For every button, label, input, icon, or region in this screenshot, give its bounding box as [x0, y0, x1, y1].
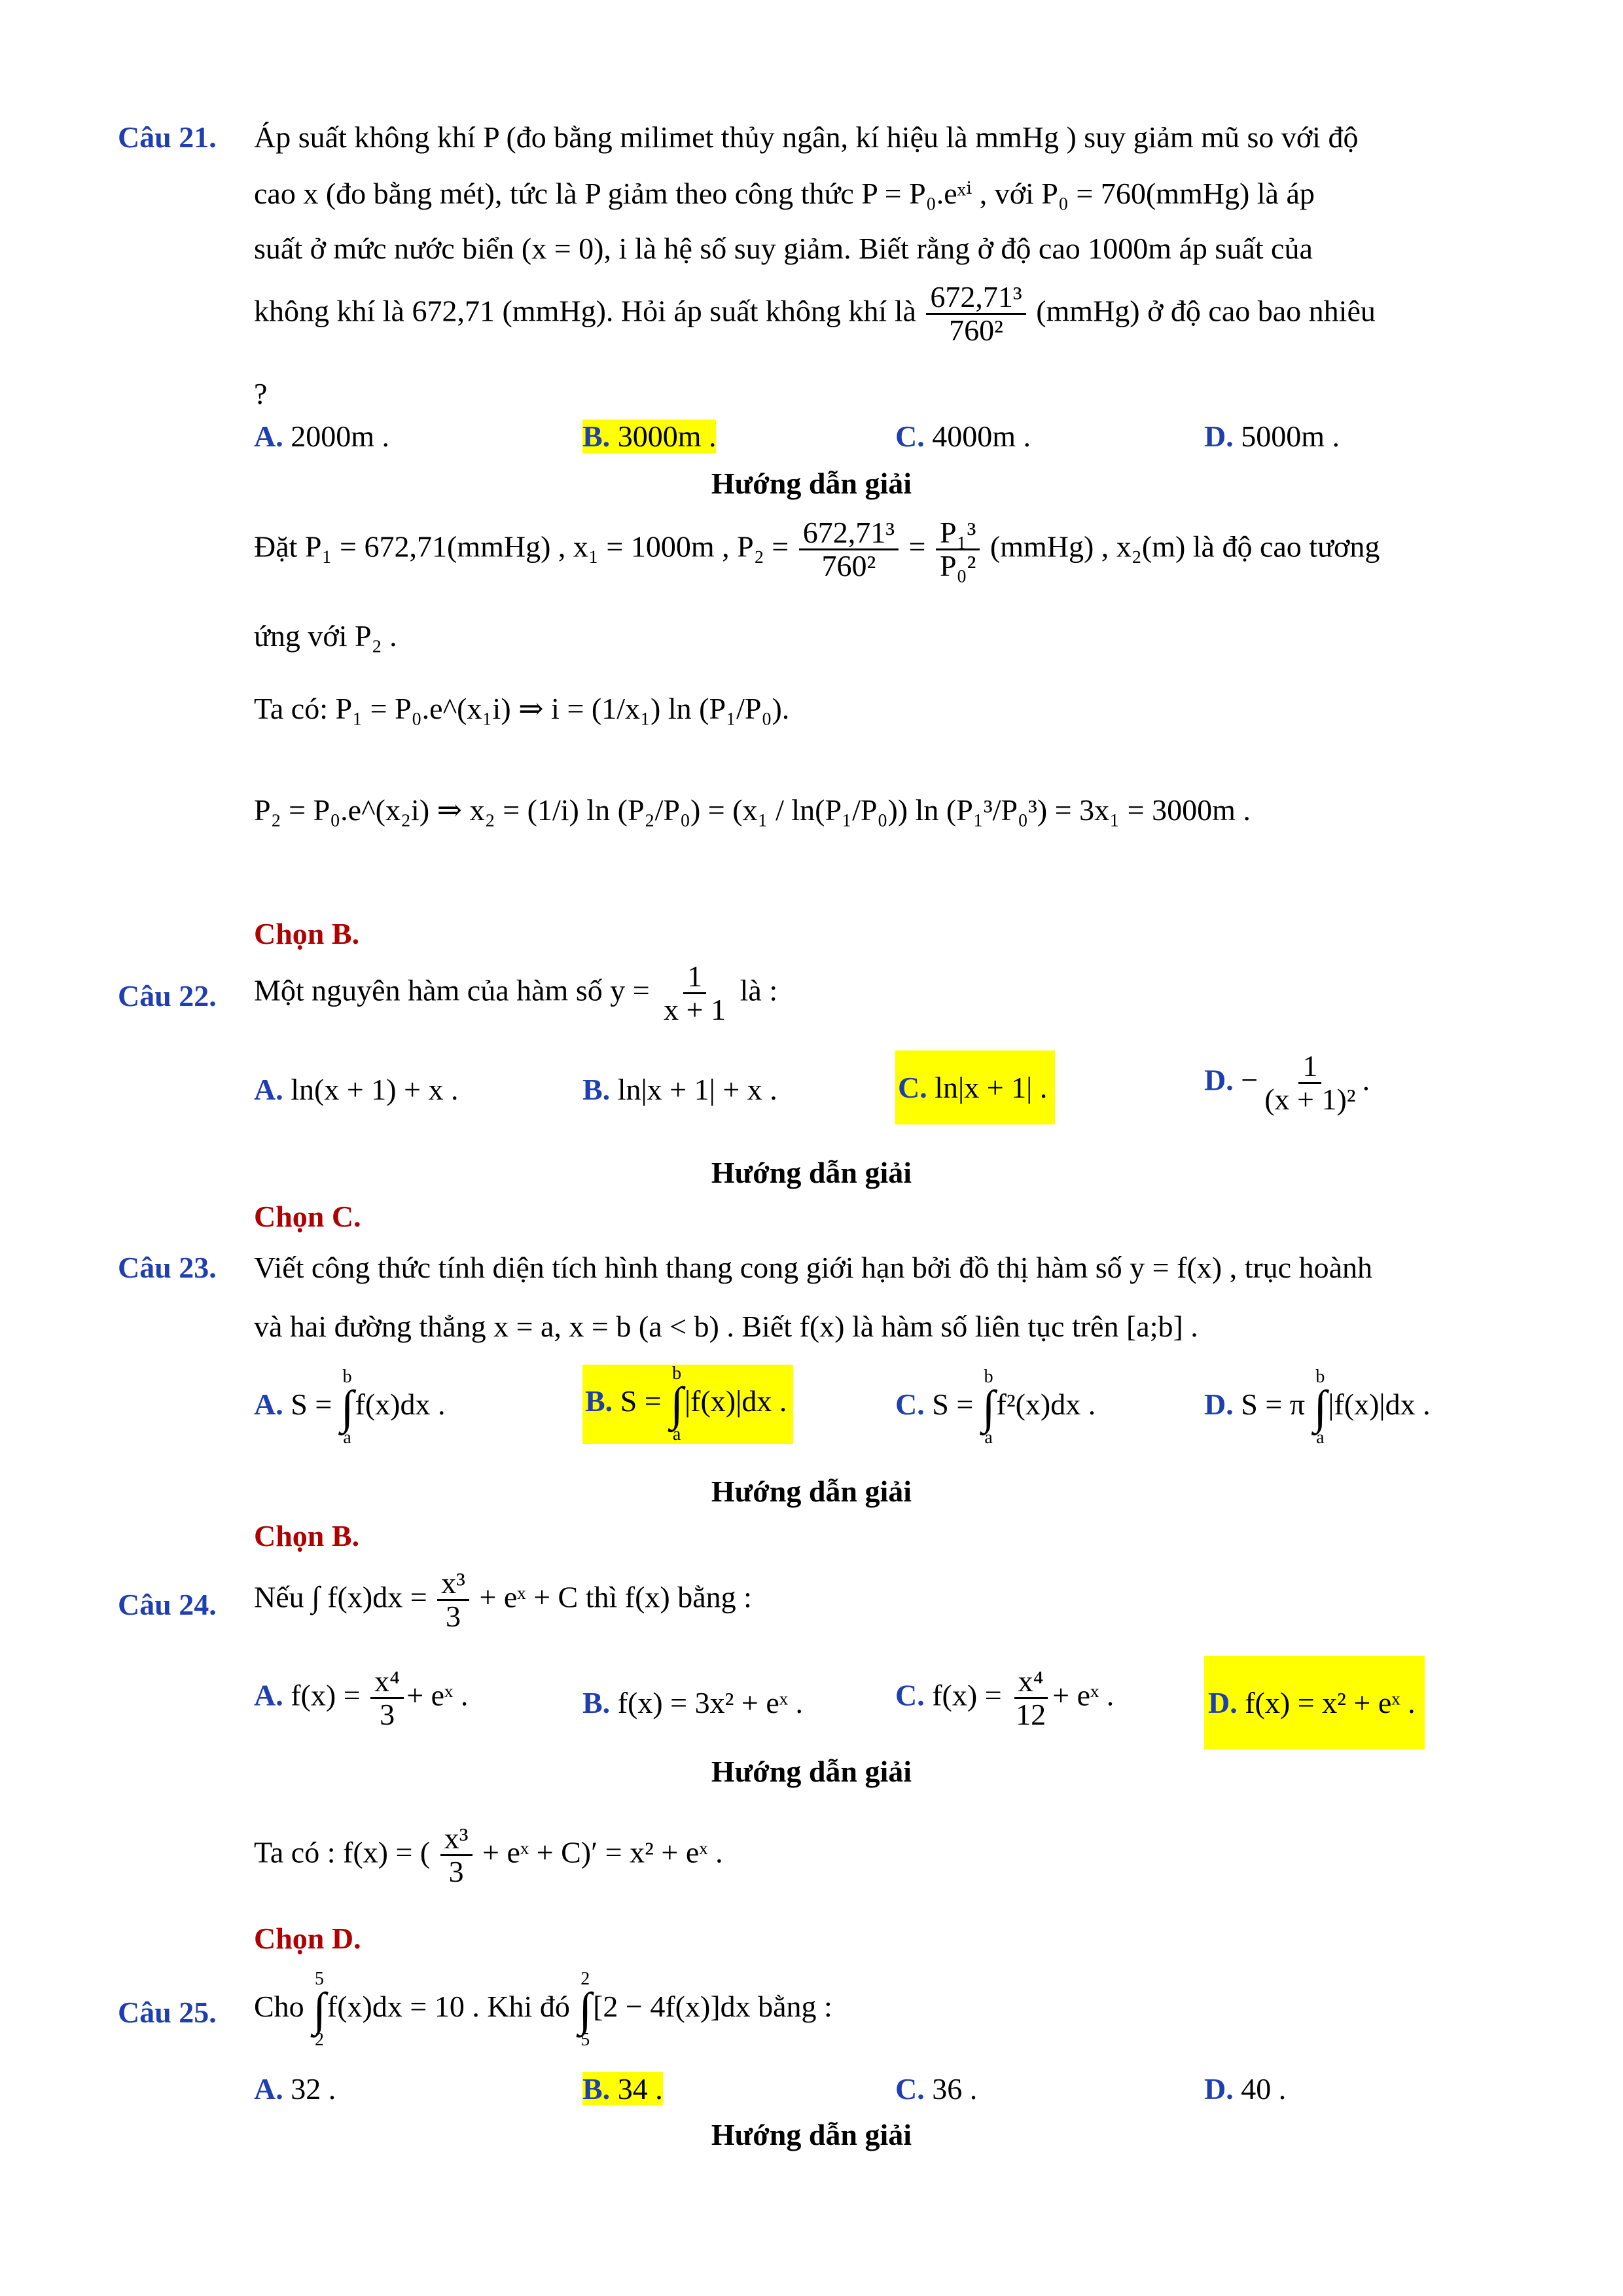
- solution-line: ứng với P₂ .: [254, 619, 397, 653]
- option-a: A. 32 .: [254, 2072, 336, 2106]
- question-text-line: [254, 1970, 832, 2049]
- text-fragment: là :: [740, 973, 778, 1007]
- solution-heading: Hướng dẫn giải: [711, 2118, 912, 2151]
- fraction-numerator: 1: [683, 961, 706, 994]
- option-d: D. f(x) = x² + eˣ .: [1204, 1656, 1425, 1749]
- text-fragment: [2 − 4f(x)]dx bằng :: [593, 1989, 832, 2023]
- integral-sign: b ∫ a: [1313, 1367, 1327, 1448]
- fraction: [926, 281, 1026, 347]
- integral-sign: 2 ∫ 5: [579, 1969, 592, 2050]
- solution-line: P₂ = P₀.e^(x₂i) ⇒ x₂ = (1/i) ln (P₂/P₀) = (x₁ / ln(P₁/P₀)) ln (P₁³/P₀³) = 3x₁ = 3000m .: [254, 793, 1251, 827]
- text-fragment: Nếu ∫ f(x)dx =: [254, 1580, 427, 1614]
- solution-line: [254, 1823, 723, 1888]
- text-fragment: không khí là 672,71 (mmHg). Hỏi áp suất không khí là: [254, 294, 916, 328]
- text-fragment: Một nguyên hàm của hàm số y =: [254, 973, 650, 1007]
- fraction: $\frac{1}{\text{(x + 1)²}}$: [1264, 1049, 1356, 1117]
- option-d: D. S = π b ∫ a |f(x)|dx .: [1204, 1367, 1431, 1448]
- text-fragment: (mmHg) ở độ cao bao nhiêu: [1036, 294, 1376, 328]
- text-fragment: f(x)dx = 10 . Khi đó: [327, 1989, 570, 2023]
- question-text-line: [254, 281, 1376, 347]
- text-fragment: =: [908, 529, 926, 564]
- text-fragment: + eˣ + C)′ = x² + eˣ .: [482, 1835, 723, 1869]
- fraction: [440, 1823, 473, 1888]
- answer-choice: Chọn B.: [254, 1519, 360, 1552]
- solution-heading: Hướng dẫn giải: [711, 1755, 912, 1788]
- integral-sign: b ∫ a: [340, 1367, 354, 1448]
- fraction-numerator: 672,71³: [799, 517, 899, 550]
- question-number: Câu 23.: [118, 1251, 217, 1284]
- fraction-numerator: x³: [437, 1568, 469, 1601]
- option-c: C. ln|x + 1| .: [895, 1050, 1055, 1124]
- text-fragment: + eˣ + C thì f(x) bằng :: [479, 1580, 752, 1614]
- answer-choice: Chọn C.: [254, 1200, 361, 1233]
- fraction-denominator: 760²: [949, 314, 1003, 348]
- fraction: [660, 961, 730, 1026]
- question-text-line: [254, 1568, 752, 1633]
- option-b: B. 3000m .: [582, 420, 717, 453]
- question-number: Câu 25.: [118, 1996, 217, 2029]
- option-a: A. f(x) = $\frac{\text{x⁴}}{3}$ + eˣ .: [254, 1664, 469, 1732]
- fraction: [799, 517, 899, 583]
- integral-sign: b ∫ a: [670, 1363, 683, 1444]
- question-text-line: và hai đường thẳng x = a, x = b (a < b) . Biết f(x) là hàm số liên tục trên [a;b] .: [254, 1310, 1198, 1343]
- question-number: Câu 21.: [118, 120, 217, 154]
- answer-choice: Chọn B.: [254, 917, 360, 950]
- option-a: A. ln(x + 1) + x .: [254, 1073, 459, 1106]
- option-d: D. − $\frac{1}{\text{(x + 1)²}}$ .: [1204, 1049, 1370, 1117]
- option-c: C. S = b ∫ a f²(x)dx .: [895, 1367, 1096, 1448]
- fraction-numerator: 672,71³: [926, 281, 1026, 315]
- fraction-denominator: P₀²: [939, 549, 976, 583]
- option-a: A. S = b ∫ a f(x)dx .: [254, 1367, 446, 1448]
- option-b: B. 34 .: [582, 2072, 663, 2106]
- option-c: C. f(x) = $\frac{\text{x⁴}}{12}$ + eˣ .: [895, 1664, 1115, 1732]
- fraction: [437, 1568, 469, 1633]
- fraction-denominator: 760²: [821, 549, 876, 583]
- fraction-denominator: x + 1: [664, 993, 726, 1027]
- text-fragment: (mmHg) , x₂(m) là độ cao tương: [990, 529, 1380, 564]
- fraction-numerator: P₁³: [936, 517, 980, 550]
- integral-sign: b ∫ a: [982, 1367, 995, 1448]
- question-text-line: ?: [254, 377, 268, 410]
- question-number: Câu 22.: [118, 979, 217, 1013]
- fraction-numerator: x³: [440, 1823, 473, 1856]
- question-text-line: cao x (đo bằng mét), tức là P giảm theo công thức P = P₀.eˣⁱ , với P₀ = 760(mmHg) là áp: [254, 177, 1315, 210]
- answer-choice: Chọn D.: [254, 1922, 361, 1955]
- option-c: C. 4000m .: [895, 420, 1031, 453]
- fraction-denominator: 3: [446, 1600, 461, 1634]
- question-text-line: [254, 961, 777, 1026]
- question-text-line: suất ở mức nước biển (x = 0), i là hệ số suy giảm. Biết rằng ở độ cao 1000m áp suất của: [254, 232, 1313, 265]
- fraction: [936, 517, 980, 583]
- solution-line: [254, 517, 1380, 583]
- option-d: D. 5000m .: [1204, 420, 1340, 453]
- option-c: C. 36 .: [895, 2072, 978, 2106]
- option-a: A. 2000m .: [254, 420, 390, 453]
- fraction-denominator: 3: [448, 1855, 464, 1889]
- question-text-line: Viết công thức tính diện tích hình thang cong giới hạn bởi đồ thị hàm số y = f(x) , trục hoành: [254, 1251, 1373, 1284]
- option-b: B. ln|x + 1| + x .: [582, 1073, 777, 1106]
- option-d: D. 40 .: [1204, 2072, 1287, 2106]
- solution-heading: Hướng dẫn giải: [711, 1156, 912, 1189]
- question-text-line: Áp suất không khí P (đo bằng milimet thủy ngân, kí hiệu là mmHg ) suy giảm mũ so với độ: [254, 120, 1359, 154]
- solution-line: Ta có: P₁ = P₀.e^(x₁i) ⇒ i = (1/x₁) ln (P₁/P₀).: [254, 692, 790, 725]
- text-fragment: Đặt P₁ = 672,71(mmHg) , x₁ = 1000m , P₂ =: [254, 529, 789, 564]
- option-b: B. S = b ∫ a |f(x)|dx .: [582, 1365, 793, 1444]
- solution-heading: Hướng dẫn giải: [711, 467, 912, 500]
- integral-sign: 5 ∫ 2: [313, 1969, 326, 2050]
- text-fragment: Cho: [254, 1989, 304, 2023]
- solution-heading: Hướng dẫn giải: [711, 1475, 912, 1508]
- option-b: B. f(x) = 3x² + eˣ .: [582, 1686, 804, 1719]
- text-fragment: Ta có : f(x) = (: [254, 1835, 431, 1869]
- question-number: Câu 24.: [118, 1588, 217, 1621]
